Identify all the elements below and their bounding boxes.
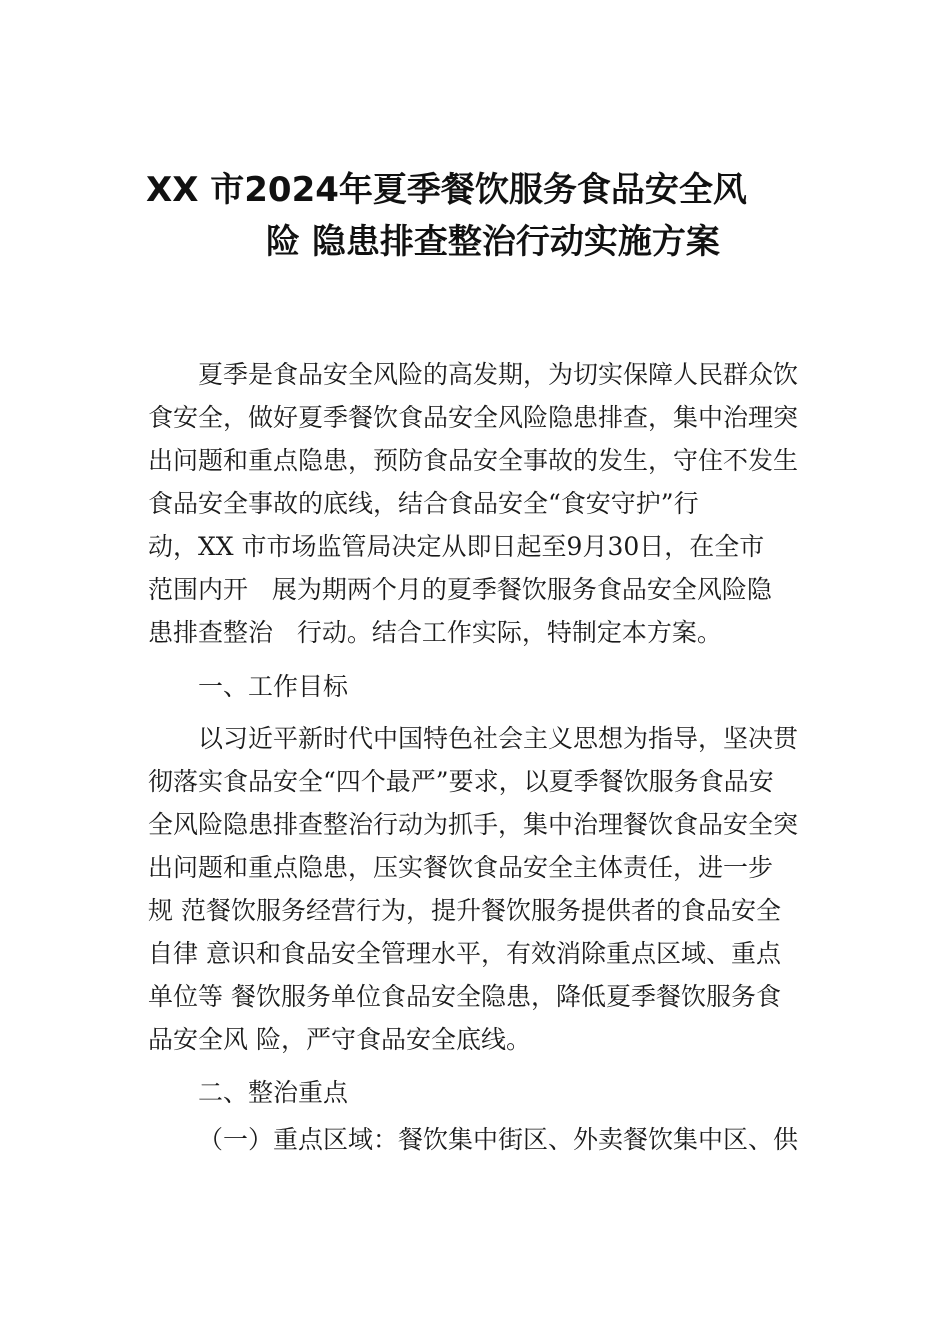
body-line-4: 食品安全事故的底线，结合食品安全“食安守护”行 xyxy=(148,489,699,518)
document-title-line-2: 险 隐患排查整治行动实施方案 xyxy=(266,222,720,262)
document-title-line-1: XX 市2024年夏季餐饮服务食品安全风 xyxy=(146,170,747,210)
body-line-6: 范围内开 展为期两个月的夏季餐饮服务食品安全风险隐 xyxy=(148,575,772,604)
body-line-2: 食安全，做好夏季餐饮食品安全风险隐患排查，集中治理突 xyxy=(148,403,799,432)
body-line-15: 单位等 餐饮服务单位食品安全隐患，降低夏季餐饮服务食 xyxy=(148,982,781,1011)
body-line-16: 品安全风 险，严守食品安全底线。 xyxy=(148,1025,531,1054)
body-line-1: 夏季是食品安全风险的高发期，为切实保障人民群众饮 xyxy=(198,360,799,389)
body-line-14: 自律 意识和食品安全管理水平，有效消除重点区域、重点 xyxy=(148,939,781,968)
body-line-12: 出问题和重点隐患，压实餐饮食品安全主体责任，进一步 xyxy=(148,853,774,882)
body-line-18: （一）重点区域：餐饮集中街区、外卖餐饮集中区、供 xyxy=(198,1125,799,1154)
body-line-9: 以习近平新时代中国特色社会主义思想为指导，坚决贯 xyxy=(198,724,799,753)
body-line-5: 动，XX 市市场监管局决定从即日起至9月30日，在全市 xyxy=(148,532,765,561)
section-heading-2: 二、整治重点 xyxy=(198,1078,349,1107)
body-line-13: 规 范餐饮服务经营行为，提升餐饮服务提供者的食品安全 xyxy=(148,896,781,925)
body-line-7: 患排查整治 行动。结合工作实际，特制定本方案。 xyxy=(148,618,722,647)
body-line-3: 出问题和重点隐患，预防食品安全事故的发生，守住不发生 xyxy=(148,446,799,475)
body-line-11: 全风险隐患排查整治行动为抓手，集中治理餐饮食品安全突 xyxy=(148,810,799,839)
body-line-10: 彻落实食品安全“四个最严”要求，以夏季餐饮服务食品安 xyxy=(148,767,774,796)
section-heading-1: 一、工作目标 xyxy=(198,672,349,701)
